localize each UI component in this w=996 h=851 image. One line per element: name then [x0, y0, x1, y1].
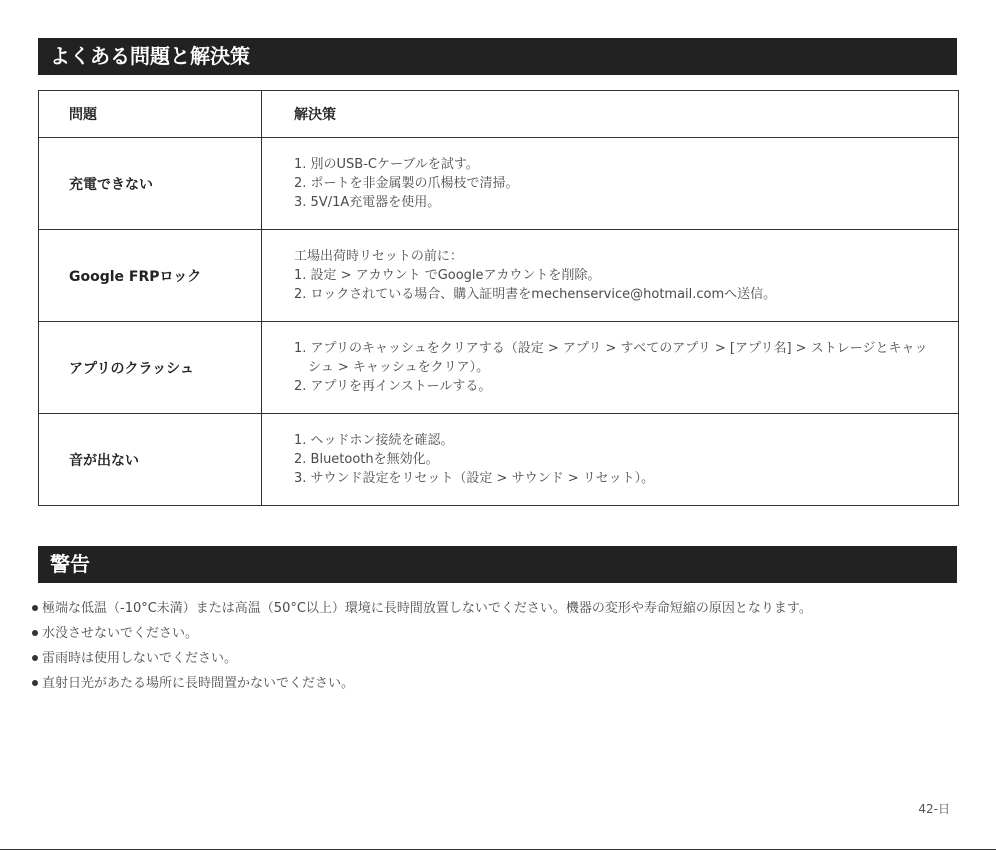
problem-cell: Google FRPロック [39, 230, 262, 322]
problem-cell: 音が出ない [39, 414, 262, 506]
solution-line: シュ > キャッシュをクリア）。 [308, 360, 490, 375]
faq-table [38, 90, 959, 506]
header-problem: 問題 [39, 91, 262, 138]
solution-line: 2. ポートを非金属製の爪楊枝で清掃。 [294, 176, 519, 191]
solution-line: 2. アプリを再インストールする。 [294, 379, 492, 394]
solution-line: 3. 5V/1A充電器を使用。 [294, 195, 441, 210]
problem-cell: 充電できない [39, 138, 262, 230]
warning-text: 雷雨時は使用しないでください。 [42, 651, 238, 666]
list-item [32, 673, 812, 698]
warnings-section-title: 警告 [38, 546, 957, 583]
faq-section-title: よくある問題と解決策 [38, 38, 957, 75]
page-number: 42-日 [918, 802, 950, 816]
solution-line: 1. 設定 > アカウント でGoogleアカウントを削除。 [294, 268, 601, 283]
table-header-row [39, 91, 959, 138]
table-row [39, 322, 959, 414]
bullet-icon [32, 605, 38, 611]
solution-line: 1. アプリのキャッシュをクリアする（設定 > アプリ > すべてのアプリ > [アプリ名] > ストレージとキャッ [294, 341, 928, 356]
header-solution: 解決策 [262, 91, 959, 138]
solution-cell [262, 322, 959, 414]
solution-line: 3. サウンド設定をリセット（設定 > サウンド > リセット）。 [294, 471, 655, 486]
bottom-divider [0, 849, 996, 850]
solution-line: 1. ヘッドホン接続を確認。 [294, 433, 454, 448]
solution-cell [262, 414, 959, 506]
bullet-icon [32, 655, 38, 661]
warning-text: 水没させないでください。 [42, 626, 199, 641]
bullet-icon [32, 630, 38, 636]
bullet-icon [32, 680, 38, 686]
solution-line: 2. Bluetoothを無効化。 [294, 452, 439, 467]
list-item [32, 648, 812, 673]
table-row [39, 138, 959, 230]
solution-line: 工場出荷時リセットの前に： [294, 249, 463, 264]
solution-line: 2. ロックされている場合、購入証明書をmechenservice@hotmail.comへ送信。 [294, 287, 777, 302]
list-item [32, 623, 812, 648]
table-row [39, 230, 959, 322]
table-row [39, 414, 959, 506]
solution-cell [262, 230, 959, 322]
warning-text: 直射日光があたる場所に長時間置かないでください。 [42, 676, 355, 691]
problem-cell: アプリのクラッシュ [39, 322, 262, 414]
list-item [32, 598, 812, 623]
solution-cell [262, 138, 959, 230]
solution-line: 1. 別のUSB-Cケーブルを試す。 [294, 157, 479, 172]
warning-text: 極端な低温（-10°C未満）または高温（50°C以上）環境に長時間放置しないでください。機器の変形や寿命短縮の原因となります。 [42, 601, 812, 616]
warnings-list [32, 598, 812, 698]
